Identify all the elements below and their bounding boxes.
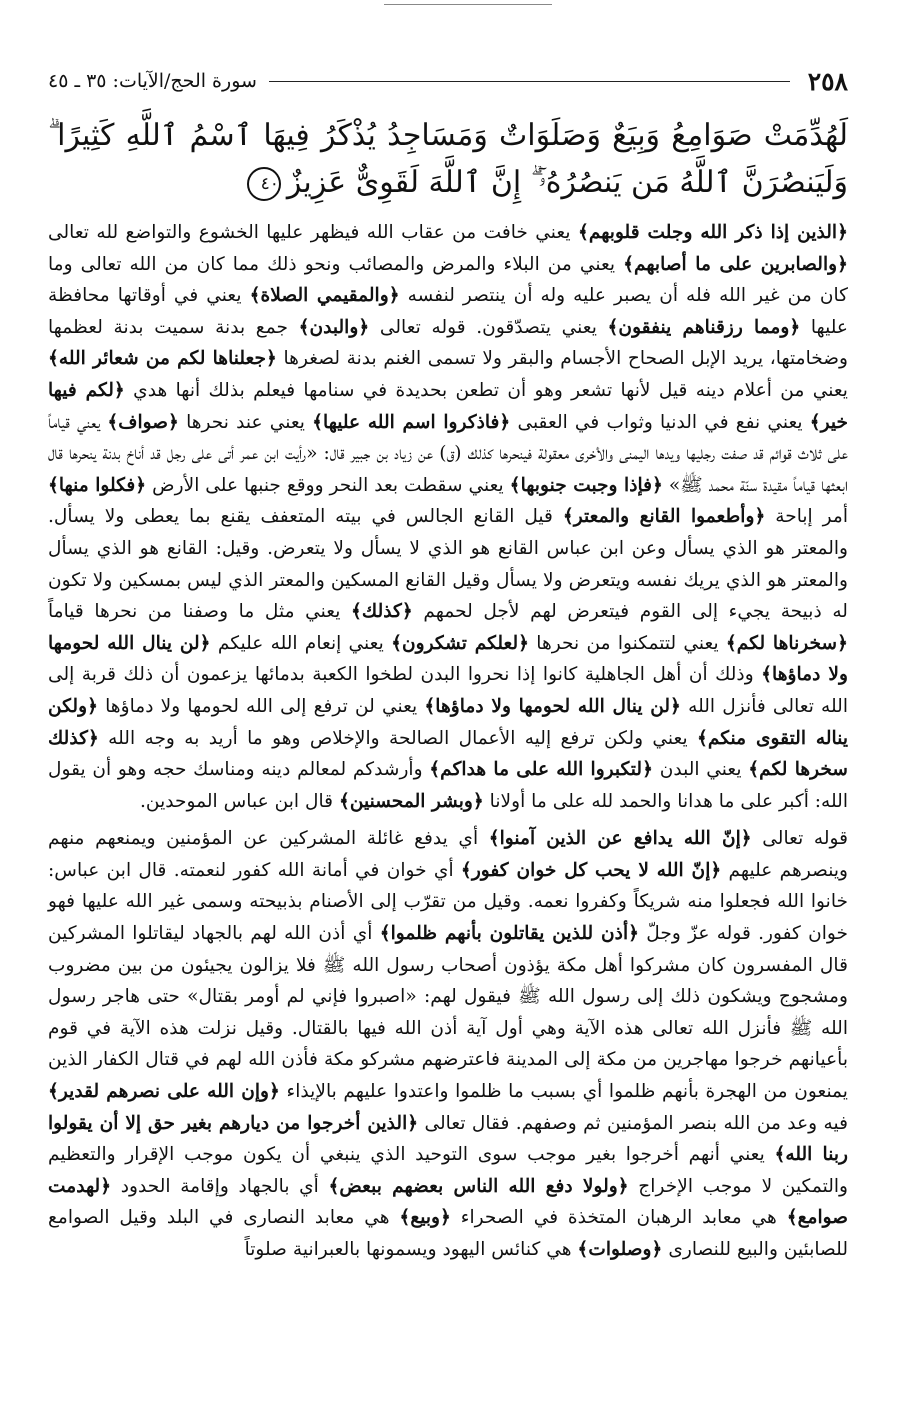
commentary-text: يعني قياماً على ثلاث قوائم قد صفت رجليها ويدها اليمنى والأخرى معقولة فينحرها كذلك (ق) عن زياد بن جبير قال: «رأيت ابن عمر أتى على رجل قد أناخ بدنة ينحرها قال ابعثها قياماً مقيدة سنّة محمد ﷺ»	[48, 411, 848, 496]
quran-quote: ﴿إنّ الله لا يحب كل خوان كفور﴾	[460, 859, 722, 881]
commentary-text: وذلك أن أهل الجاهلية كانوا إذا نحروا البدن لطخوا الكعبة بدمائها يزعمون أن ذلك قربة إلى الله تعالى فأنزل الله	[48, 664, 848, 717]
commentary-text: أي يدفع غائلة المشركين عن المؤمنين ويمنعهم منهم وينصرهم عليهم	[48, 828, 848, 881]
quran-quote: ﴿وأطعموا القانع والمعتر﴾	[562, 506, 766, 528]
commentary-text: يعني خافت من عقاب الله فيظهر عليها الخشوع والتواضع لله تعالى	[48, 222, 578, 243]
quran-quote: ﴿وبيع﴾	[399, 1207, 451, 1229]
page-header	[48, 64, 848, 98]
commentary-text: أي أذن الله لهم بالجهاد ليقاتلوا المشركين قال المفسرون كان مشركوا أهل مكة يؤذون أصحاب رسول الله ﷺ فلا يزالون يجيئون من بين مضروب ومشجوج ويشكون ذلك إلى رسول الله ﷺ فيقول لهم: «اصبروا فإني لم أومر بقتال» حتى هاجر رسول الله ﷺ فأنزل الله تعالى هذه الآية وهي أول آية أذن الله فيها بالقتال. وقيل نزلت هذه الآية في قوم بأعيانهم خرجوا مهاجرين من مكة إلى المدينة فاعترضهم مشركو مكة فأذن الله لهم في قتال الكفار الذين يمنعون من الهجرة بأنهم ظلموا أي بسبب ما ظلموا واعتدوا عليهم بالإيذاء	[48, 923, 848, 1103]
commentary-text: قوله تعالى	[751, 828, 848, 850]
commentary-text: يعني نفع في الدنيا وثواب في العقبى	[510, 411, 810, 433]
tafsir-commentary	[48, 217, 848, 1266]
quran-quote: ﴿لن ينال الله لحومها ولا دماؤها﴾	[48, 632, 849, 686]
commentary-text: يعني إنعام الله عليكم	[210, 632, 392, 654]
quran-quote: ﴿جعلناها لكم من شعائر الله﴾	[48, 348, 277, 370]
commentary-text: قيل القانع الجالس في بيته المتعفف يقنع بما يعطى ولا يسأل. والمعتر هو الذي يسأل وعن ابن عباس القانع هو الذي لا يسأل ولا يتعرض. وقيل: القانع هو الذي يسأل والمعتر هو الذي يريك نفسه ويتعرض ولا يسأل وقيل القانع المسكين والمعتر الذي ليس بمسكين ولا تكون له ذبيحة يجيء إلى القوم فيتعرض لهم لأجل لحمهم	[48, 506, 848, 623]
verse-text: لَهُدِّمَتْ صَوَامِعُ وَبِيَعٌ وَصَلَوَاتٌ وَمَسَاجِدُ يُذْكَرُ فِيهَا ٱسْمُ ٱللَّهِ كَثِيرًا ۗ وَلَيَنصُرَنَّ ٱللَّهُ مَن يَنصُرُهُۥٓ ۗ إِنَّ ٱللَّهَ لَقَوِىٌّ عَزِيزٌ	[48, 118, 848, 200]
quran-quote: ﴿الذين إذا ذكر الله وجلت قلوبهم﴾	[577, 222, 848, 243]
quran-quote: ﴿سخرناها لكم﴾	[725, 632, 848, 654]
surah-reference: سورة الحج/الآيات: ٣٥ ـ ٤٥	[48, 70, 257, 92]
quran-quote: ﴿والصابرين على ما أصابهم﴾	[623, 253, 848, 275]
commentary-text: يعني يتصدّقون. قوله تعالى	[369, 316, 608, 338]
commentary-text: أي بالجهاد وإقامة الحدود	[111, 1175, 329, 1197]
quran-quote: ﴿ولكن يناله التقوى منكم﴾	[48, 695, 848, 749]
commentary-text: وأرشدكم لمعالم دينه ومناسك حجه وهو أن يقول الله: أكبر على ما هدانا والحمد لله على ما أولانا	[48, 759, 848, 812]
commentary-text: يعني البدن	[652, 759, 749, 781]
quran-quote: ﴿ومما رزقناهم ينفقون﴾	[607, 316, 801, 338]
quran-quote: ﴿فكلوا منها﴾	[48, 474, 147, 496]
commentary-text: قال ابن عباس الموحدين.	[140, 790, 339, 812]
quran-quote: ﴿وبشر المحسنين﴾	[338, 790, 484, 812]
commentary-text: أي خوان في أمانة الله كفور لنعمته. قال ابن عباس: خانوا الله فجعلوا منه شريكاً وكفروا نعمه. وقيل من تقرّب إلى الأصنام بذبيحته وسمى غير الله عليها فهو خوان كفور. قوله عزّ وجلّ	[48, 859, 849, 945]
quran-quote: ﴿لعلكم تشكرون﴾	[391, 632, 530, 654]
verse-number-marker: ٤٠	[247, 167, 281, 201]
commentary-text: يعني سقطت بعد النحر ووقع جنبها على الأرض	[146, 474, 510, 496]
quran-quote: ﴿صواف﴾	[107, 411, 179, 433]
commentary-text: هي كنائس اليهود ويسمونها بالعبرانية صلوتاً	[244, 1239, 578, 1260]
quran-quote: ﴿إنّ الله يدافع عن الذين آمنوا﴾	[488, 828, 752, 850]
quran-quote: ﴿لتكبروا الله على ما هداكم﴾	[429, 759, 653, 781]
quran-quote: ﴿والمقيمي الصلاة﴾	[249, 285, 400, 307]
commentary-text: يعني أنهم أخرجوا بغير موجب سوى التوحيد الذي ينبغي أن يكون موجب الإقرار والتعظيم والتمكين لا موجب الإخراج	[48, 1144, 849, 1197]
quran-quote: ﴿لكم فيها خير﴾	[48, 379, 848, 433]
commentary-paragraph	[48, 823, 848, 1265]
quran-quote: ﴿فإذا وجبت جنوبها﴾	[509, 474, 663, 496]
quran-quote: ﴿وإن الله على نصرهم لقدير﴾	[48, 1081, 280, 1103]
quran-quote: ﴿الذين أخرجوا من ديارهم بغير حق إلا أن يقولوا ربنا الله﴾	[48, 1112, 848, 1166]
commentary-text: يعني لن ترفع إلى الله لحومها ولا دماؤها	[97, 695, 425, 717]
commentary-text: هي معابد الرهبان المتخذة في الصحراء	[450, 1207, 787, 1229]
commentary-text: يعني من أعلام دينه قيل لأنها تشعر وهو أن تطعن بحديدة في سنامها فيعلم بذلك أنها هدي	[124, 379, 848, 401]
quran-quote: ﴿ولولا دفع الله الناس بعضهم ببعض﴾	[328, 1175, 629, 1197]
page-number: ٢٥٨	[807, 66, 848, 96]
commentary-text: يعني في أوقاتها محافظة عليها	[48, 285, 848, 338]
commentary-text: يعني عند نحرها	[178, 411, 313, 433]
quran-quote: ﴿لن ينال الله لحومها ولا دماؤها﴾	[424, 695, 681, 717]
commentary-text: هي معابد النصارى في البلد وقيل الصوامع للصابئين والبيع للنصارى	[48, 1207, 848, 1260]
commentary-paragraph	[48, 217, 848, 817]
quran-quote: ﴿لهدمت صوامع﴾	[48, 1175, 848, 1229]
header-rule	[269, 81, 790, 82]
commentary-text: يعني من البلاء والمرض والمصائب ونحو ذلك مما كان من الله تعالى وما كان من غير الله فله أن يصبر عليه وله أن ينتصر لنفسه	[48, 253, 848, 307]
commentary-text: فيه وعد من الله بنصر المؤمنين ثم وصفهم. فقال تعالى	[418, 1112, 848, 1134]
quran-quote: ﴿أذن للذين يقاتلون بأنهم ظلموا﴾	[379, 923, 640, 945]
quran-quote: ﴿فاذكروا اسم الله عليها﴾	[312, 411, 511, 433]
commentary-text: يعني ولكن ترفع إليه الأعمال الصالحة والإخلاص وهو ما أريد به وجه الله	[98, 727, 697, 749]
commentary-text: جمع بدنة سميت بدنة لعظمها وضخامتها، يريد الإبل الصحاح الأجسام والبقر ولا تسمى الغنم بدنة لصغرها	[48, 316, 849, 370]
commentary-text: أمر إباحة	[765, 506, 848, 528]
top-edge-mark	[384, 4, 552, 5]
quran-quote: ﴿وصلوات﴾	[577, 1239, 663, 1260]
quran-quote: ﴿كذلك﴾	[351, 601, 413, 623]
commentary-text: يعني مثل ما وصفنا من نحرها قياماً	[48, 601, 352, 623]
quran-quote: ﴿والبدن﴾	[298, 316, 370, 338]
commentary-text: يعني لتتمكنوا من نحرها	[529, 632, 726, 654]
quran-quote: ﴿كذلك سخرها لكم﴾	[48, 727, 848, 781]
quran-verse	[48, 112, 848, 206]
